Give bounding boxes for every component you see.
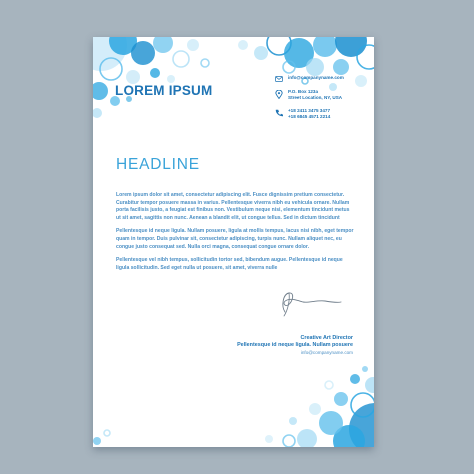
decorative-bubble — [357, 45, 374, 69]
address-line-1: P.O. Box 123a — [288, 89, 319, 94]
signer-subtitle: Pellentesque id neque ligula. Nullam posuere — [237, 342, 353, 348]
signer-email: info@companyname.com — [300, 350, 353, 355]
decorative-bubble — [283, 435, 295, 447]
decorative-bubble — [309, 403, 321, 415]
handwritten-signature — [273, 288, 343, 318]
decorative-bubble — [167, 75, 175, 83]
decorative-bubble — [350, 374, 360, 384]
decorative-bubble — [131, 41, 155, 65]
decorative-bubble — [173, 51, 189, 67]
decorative-bubble — [93, 82, 108, 100]
decorative-bubble — [319, 411, 343, 435]
decorative-bubble — [187, 39, 199, 51]
phone-2: +18 6845 4571 2214 — [288, 114, 331, 119]
signature-block — [218, 335, 353, 356]
decorative-bubble — [254, 46, 268, 60]
address-line-2: Street Location, NY, USA — [288, 95, 343, 100]
contact-address-row — [275, 89, 370, 101]
decorative-bubble — [362, 366, 368, 372]
contact-email-row — [275, 75, 370, 82]
decorative-bubble — [365, 377, 374, 393]
decorative-bubble — [297, 429, 317, 447]
decorative-bubble — [289, 417, 297, 425]
location-pin-icon — [275, 90, 283, 99]
decorative-bubble — [238, 40, 248, 50]
decorative-bubble — [201, 59, 209, 67]
body-paragraph-3: Pellentesque vel nibh tempus, sollicitudin tortor sed, bibendum augue. Pellentesque id neque ligula sollicitudin. Sed eget nulla ut posuere, sit amet, viverra nulle — [116, 257, 343, 271]
decorative-bubble — [93, 108, 102, 118]
decorative-bubble — [313, 37, 337, 57]
letter-body — [116, 192, 354, 278]
decorative-bubble — [265, 435, 273, 443]
decorative-bubble — [104, 430, 110, 436]
mail-icon — [275, 76, 283, 82]
decorative-bubble — [93, 437, 101, 445]
decorative-bubble — [126, 70, 140, 84]
headline: HEADLINE — [116, 156, 200, 173]
contact-block — [275, 75, 370, 127]
decorative-bubble — [150, 68, 160, 78]
decorative-bubble — [153, 37, 173, 53]
phone-icon — [275, 109, 283, 117]
phone-1: +18 2411 3475 3477 — [288, 108, 331, 113]
company-name: LOREM IPSUM — [115, 83, 213, 98]
signer-title: Creative Art Director — [300, 335, 353, 341]
decorative-bubble — [334, 392, 348, 406]
letterhead-page — [93, 37, 374, 447]
contact-phone-row — [275, 108, 370, 120]
body-paragraph-2: Pellentesque id neque ligula. Nullam posuere, ligula at mollis tempus, lacus nisi nibh, eget tempor quam in tempor. Duis pulvinar sit, consectetur adipiscing, turpis nunc. Nullam aliquet nec, eu congue justo consequat sed. Nulla orci magna, consequat congue ornare dolor. — [116, 228, 354, 250]
decorative-bubble — [325, 381, 333, 389]
decorative-bubble — [306, 58, 324, 76]
body-paragraph-1: Lorem ipsum dolor sit amet, consectetur adipiscing elit. Fusce dignissim pretium consectetur. Curabitur tempor posuere massa in varius. Pellentesque viverra nibh eu vehicula ornare. Nullam porta facilisis justo, a feugiat est finibus non. Vestibulum neque nisi, elementum tincidunt metus ut sit amet, sagittis non nunc. Aenean a blandit elit, ut congue tellus. Sed in dictum tincidunt — [116, 192, 350, 221]
decorative-bubble — [333, 59, 349, 75]
contact-email: info@companyname.com — [288, 75, 344, 80]
